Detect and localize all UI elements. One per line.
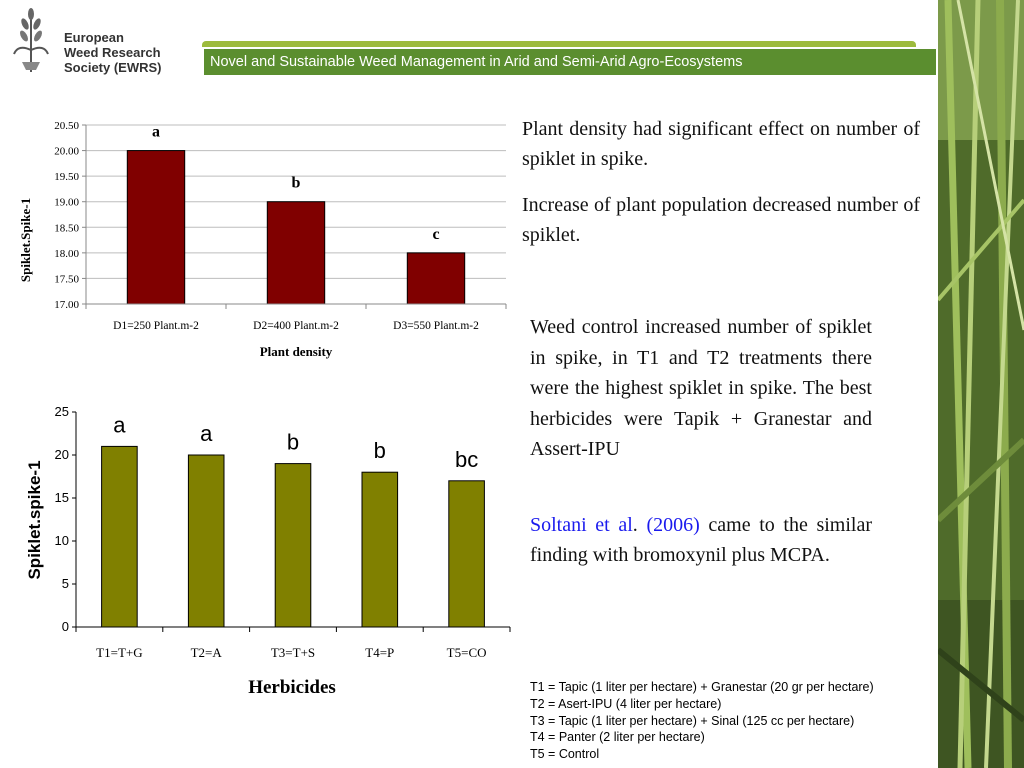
org-name [64, 30, 162, 75]
y-tick-label: 20.50 [54, 120, 79, 132]
x-tick-label: D3=550 Plant.m-2 [393, 320, 479, 332]
finding-comparison [530, 510, 872, 570]
y-tick-label: 15 [54, 490, 69, 505]
bar [127, 151, 184, 304]
significance-letter: c [432, 225, 440, 243]
y-tick-label: 5 [61, 576, 69, 591]
legend-item: T3 = Tapic (1 liter per hectare) + Sinal (125 cc per hectare) [530, 713, 855, 728]
y-tick-label: 10 [54, 533, 69, 548]
y-tick-label: 19.50 [54, 171, 79, 184]
wheat-photo [938, 0, 1024, 768]
org-name-line: European [64, 30, 124, 45]
citation-dot: . [632, 514, 638, 536]
bar [102, 446, 138, 627]
y-tick-label: 18.00 [54, 247, 79, 260]
citation-author-link[interactable]: Soltani et al [530, 514, 633, 536]
bar [267, 202, 324, 304]
y-tick-label: 25 [54, 404, 69, 419]
bar [407, 253, 464, 304]
finding-weed-control: Weed control increased number of spiklet in spike, in T1 and T2 treatments there were the highest spiklet in spike. The best herbicides were Tapik + Granestar and Assert-IPU [530, 316, 872, 460]
banner [202, 41, 938, 77]
x-tick-label: D2=400 Plant.m-2 [253, 320, 339, 332]
banner-bar [202, 47, 938, 77]
x-tick-label: T1=T+G [96, 645, 143, 660]
y-tick-label: 17.00 [54, 299, 79, 311]
x-tick-label: T3=T+S [270, 645, 316, 660]
y-tick-label: 0 [61, 619, 69, 634]
significance-letter: a [152, 123, 160, 141]
wheat-logo-icon [8, 4, 54, 74]
significance-letter: b [291, 174, 301, 192]
bar [275, 464, 311, 627]
y-axis-title: Spiklet.Spike-1 [18, 197, 33, 283]
bar [188, 455, 224, 627]
significance-letter: bc [454, 446, 479, 472]
x-axis-title: Herbicides [248, 677, 336, 698]
significance-letter: b [286, 429, 300, 455]
x-tick-label: D1=250 Plant.m-2 [113, 320, 199, 332]
x-tick-label: T2=A [190, 645, 222, 660]
header [0, 0, 938, 82]
banner-title: Novel and Sustainable Weed Management in Arid and Semi-Arid Agro-Ecosystems [210, 54, 743, 70]
finding-population: Increase of plant population decreased number of spiklet. [522, 194, 920, 246]
legend-item: T2 = Asert-IPU (4 liter per hectare) [530, 696, 722, 711]
legend-item: T1 = Tapic (1 liter per hectare) + Granestar (20 gr per hectare) [530, 680, 874, 694]
treatment-legend [530, 679, 874, 763]
significance-letter: a [113, 412, 126, 438]
bar [362, 472, 398, 627]
x-tick-label: T5=CO [446, 645, 487, 660]
x-axis-title: Plant density [259, 344, 333, 359]
chart-plant-density [0, 108, 512, 378]
org-name-line: Society (EWRS) [64, 60, 162, 75]
significance-letter: a [200, 421, 213, 446]
legend-item: T4 = Panter (2 liter per hectare) [530, 730, 705, 745]
y-axis-title: Spiklet.spike-1 [25, 460, 44, 580]
bar [449, 481, 485, 627]
y-tick-label: 17.50 [54, 273, 79, 286]
y-tick-label: 20 [54, 447, 69, 462]
citation-year-link[interactable]: (2006) [646, 514, 700, 536]
y-tick-label: 18.50 [54, 222, 79, 235]
citation-rest: came to the similar finding with bromoxynil plus MCPA. [530, 514, 872, 566]
x-tick-label: T4=P [365, 645, 395, 660]
org-name-line: Weed Research [64, 45, 161, 60]
significance-letter: b [373, 438, 386, 464]
legend-item: T5 = Control [530, 747, 600, 762]
y-tick-label: 20.00 [54, 145, 79, 158]
y-tick-label: 19.00 [54, 196, 79, 209]
chart-herbicides [0, 398, 520, 703]
finding-density-effect: Plant density had significant effect on number of spiklet in spike. [522, 118, 920, 170]
